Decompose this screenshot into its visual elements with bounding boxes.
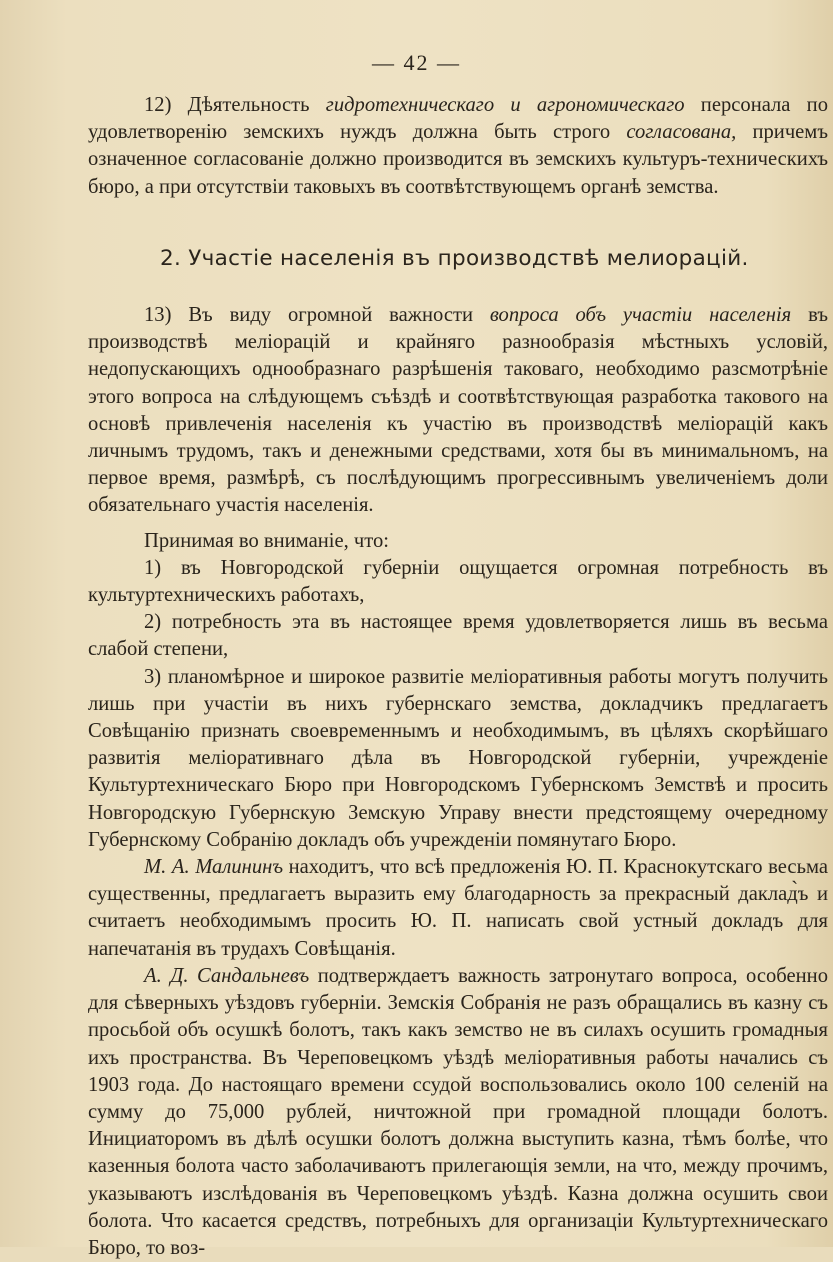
list-item-2: 2) потребность эта въ настоящее время удовлетворяется лишь въ весьма слабой степени, xyxy=(88,611,828,661)
para13-text-1: 13) Въ виду огромной важности xyxy=(144,304,490,327)
para12-italic-2: согласована, xyxy=(626,121,737,144)
para12-text-2: персонала по удовлетворенію земскихъ нуждъ должна быть строго xyxy=(88,94,828,144)
paragraph-12 xyxy=(88,92,828,201)
malinin-text: находитъ, что всѣ предложенія Ю. П. Краснокутскаго весьма существенны, предлагаетъ выразить ему благодарность за прекрасный даклад̀ъ и считаетъ необходимымъ просить Ю. П. написать свой устный докладъ для напечатанія въ трудахъ Совѣщанія. xyxy=(88,856,828,960)
paragraph-malinin xyxy=(88,854,828,963)
section-heading: 2. Участіе населенія въ производствѣ мелиорацій. xyxy=(160,245,749,271)
page-number: — 42 — xyxy=(372,50,461,75)
para13-italic-1: вопроса объ участіи населенія xyxy=(489,304,792,327)
para12-italic-1: гидротехническаго и агрономическаго xyxy=(325,94,685,116)
accept-line: Принимая во вниманіе, что: xyxy=(144,529,389,552)
sandalnev-text: подтверждаетъ важность затронутаго вопроса, особенно для сѣверныхъ уѣздовъ губерніи. Земскія Собранія не разъ обращались въ казну съ просьбой объ осушкѣ болотъ, такъ какъ земство не въ силахъ осушить громадныя ихъ пространства. Въ Череповецкомъ уѣздѣ меліоративныя работы начались съ 1903 года. До настоящаго времени ссудой воспользовались около 100 селеній на сумму до 75,000 рублей, ничтожной при громадной площади болотъ. Инициаторомъ въ дѣлѣ осушки болотъ должна выступить казна, тѣмъ болѣе, что казенныя болота часто заболачиваютъ прилегающія земли, на что, между прочимъ, указываютъ изслѣдованія въ Череповецкомъ уѣздѣ. Казна должна осушить свои болота. Что касается средствъ, потребныхъ для организаціи Культуртехническаго Бюро, то воз- xyxy=(88,964,828,1259)
document-body xyxy=(88,92,828,1262)
list-item-1: 1) въ Новгородской губерніи ощущается огромная потребность въ культуртехническихъ работахъ, xyxy=(88,556,828,607)
para13-text-2: въ производствѣ меліорацій и крайняго разнообразія мѣстныхъ условій, недопускающихъ однообразнаго разрѣшенія таковаго, необходимо разсмотрѣніе этого вопроса на слѣдующемъ съѣздѣ и соотвѣтствующая разработка такового на основѣ привлеченія населенія къ участію въ производствѣ меліорацій какъ личнымъ трудомъ, такъ и денежными средствами, хотя бы въ минимальномъ, на первое время, размѣрѣ, съ послѣдующимъ прогрессивнымъ увеличеніемъ доли обязательнаго участія населенія. xyxy=(88,304,828,517)
para12-text-3: причемъ означенное согласованіе должно производится въ земскихъ культуръ-техническихъ бюро, а при отсутствіи таковыхъ въ соотвѣтствующемъ органѣ земства. xyxy=(88,121,828,198)
paragraph-13 xyxy=(88,302,828,520)
speaker-malinin: М. А. Малининъ xyxy=(144,856,284,879)
list-item-3: 3) планомѣрное и широкое развитіе меліоративныя работы могутъ получить лишь при участіи въ нихъ губернскаго земства, докладчикъ предлагаетъ Совѣщанію признать своевременнымъ и необходимымъ, въ цѣляхъ скорѣйшаго развитія меліоративнаго дѣла въ Новгородской губерніи, учрежденіе Культуртехническаго Бюро при Новгородскомъ Губернскомъ Земствѣ и просить Новгородскую Губернскую Земскую Управу внести предстоящему очередному Губернскому Собранію докладъ объ учрежденіи помянутаго Бюро. xyxy=(88,665,828,851)
speaker-sandalnev: А. Д. Сандальневъ xyxy=(144,964,310,987)
para12-text-1: 12) Дѣятельность xyxy=(144,94,326,116)
paragraph-sandalnev xyxy=(88,963,828,1262)
